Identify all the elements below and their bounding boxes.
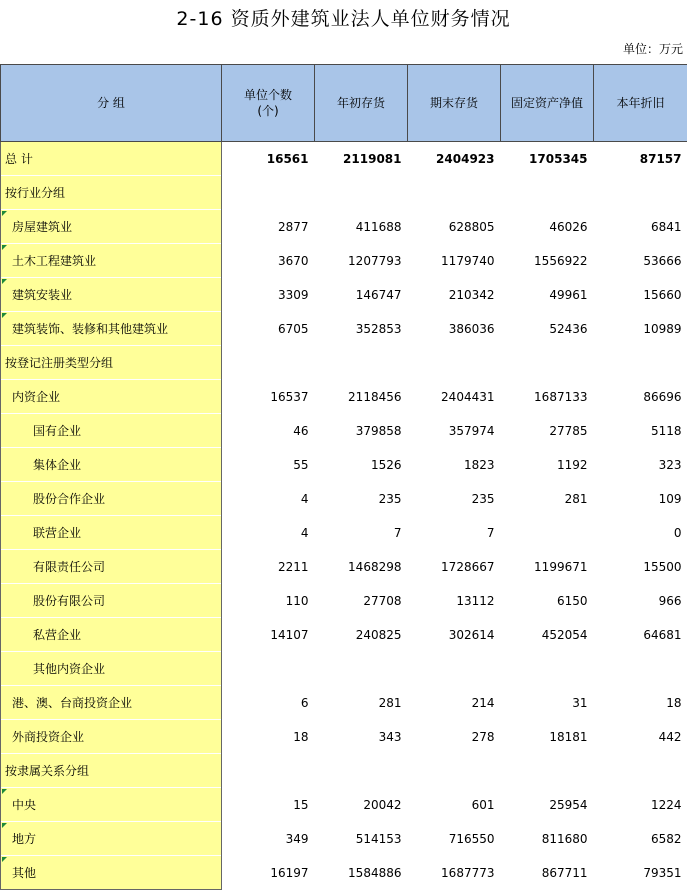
value-cell: 18 [293, 729, 309, 744]
row-label-text: 建筑安装业 [12, 288, 73, 302]
value-cell: 514153 [355, 831, 402, 846]
column-header-opening-inventory: 年初存货 [315, 65, 408, 142]
value-cell: 2211 [277, 559, 309, 574]
value-cell: 357974 [448, 423, 495, 438]
comment-marker-icon [2, 313, 7, 318]
value-cell: 1192 [556, 457, 588, 472]
row-label-text: 地方 [12, 832, 37, 846]
value-cell: 352853 [355, 321, 402, 336]
value-cell: 5118 [650, 423, 682, 438]
value-cell: 1584886 [348, 865, 402, 880]
value-cell: 1179740 [441, 253, 495, 268]
table-row [1, 788, 687, 822]
row-label [1, 210, 222, 244]
value-cell: 2877 [277, 219, 309, 234]
value-cell: 323 [658, 457, 682, 472]
value-cell: 4 [300, 491, 309, 506]
row-label [1, 652, 222, 686]
row-label [1, 618, 222, 652]
table-row [1, 550, 687, 584]
row-label-text: 中央 [12, 798, 37, 812]
value-cell: 281 [564, 491, 588, 506]
row-label [1, 856, 222, 890]
value-cell: 349 [285, 831, 309, 846]
table-row [1, 618, 687, 652]
value-cell: 16197 [270, 865, 309, 880]
value-cell: 1705345 [529, 151, 588, 166]
row-label-text: 总 计 [5, 152, 33, 166]
value-cell: 79351 [643, 865, 682, 880]
value-cell: 1823 [463, 457, 495, 472]
comment-marker-icon [2, 245, 7, 250]
table-row [1, 856, 687, 890]
value-cell [315, 754, 408, 788]
value-cell: 15660 [643, 287, 682, 302]
row-label-text: 联营企业 [33, 526, 82, 540]
finance-table [0, 64, 687, 890]
value-cell: 379858 [355, 423, 402, 438]
row-label-text: 其他 [12, 866, 37, 880]
row-label-text: 内资企业 [12, 390, 61, 404]
value-cell: 2404431 [441, 389, 495, 404]
value-cell [315, 176, 408, 210]
comment-marker-icon [2, 823, 7, 828]
value-cell: 1526 [370, 457, 402, 472]
value-cell: 811680 [541, 831, 588, 846]
total-row [1, 142, 687, 176]
value-cell: 64681 [643, 627, 682, 642]
row-label [1, 312, 222, 346]
column-header-group: 分 组 [1, 65, 222, 142]
table-row [1, 176, 687, 210]
row-label-text: 房屋建筑业 [12, 220, 73, 234]
value-cell [501, 346, 594, 380]
value-cell: 18 [666, 695, 682, 710]
value-cell [222, 652, 315, 686]
value-cell: 49961 [549, 287, 588, 302]
value-cell: 6705 [277, 321, 309, 336]
value-cell: 867711 [541, 865, 588, 880]
row-label-text: 按隶属关系分组 [5, 764, 90, 778]
value-cell [594, 176, 687, 210]
row-label [1, 448, 222, 482]
value-cell: 6841 [650, 219, 682, 234]
row-label-text: 建筑装饰、装修和其他建筑业 [12, 322, 169, 336]
value-cell: 386036 [448, 321, 495, 336]
value-cell [408, 346, 501, 380]
table-row [1, 414, 687, 448]
value-cell: 14107 [270, 627, 309, 642]
row-label-text: 按行业分组 [5, 186, 66, 200]
value-cell: 281 [378, 695, 402, 710]
value-cell: 2118456 [348, 389, 402, 404]
value-cell: 278 [471, 729, 495, 744]
table-row [1, 346, 687, 380]
value-cell: 15500 [643, 559, 682, 574]
row-label-text: 国有企业 [33, 424, 82, 438]
row-label [1, 686, 222, 720]
column-header-fixed-assets: 固定资产净值 [501, 65, 594, 142]
value-cell: 27785 [549, 423, 588, 438]
comment-marker-icon [2, 857, 7, 862]
value-cell: 15 [293, 797, 309, 812]
table-row [1, 482, 687, 516]
value-cell: 240825 [355, 627, 402, 642]
value-cell [408, 652, 501, 686]
row-label-text: 土木工程建筑业 [12, 254, 97, 268]
row-label [1, 584, 222, 618]
row-label [1, 244, 222, 278]
value-cell: 109 [658, 491, 682, 506]
value-cell [501, 754, 594, 788]
table-row [1, 312, 687, 346]
row-label-text: 其他内资企业 [33, 662, 106, 676]
value-cell: 3309 [277, 287, 309, 302]
value-cell: 7 [393, 525, 402, 540]
value-cell: 3670 [277, 253, 309, 268]
column-header-depreciation: 本年折旧 [594, 65, 687, 142]
value-cell [408, 754, 501, 788]
value-cell: 13112 [456, 593, 495, 608]
table-row [1, 244, 687, 278]
value-cell: 16537 [270, 389, 309, 404]
value-cell: 1687133 [534, 389, 588, 404]
table-row [1, 448, 687, 482]
value-cell: 110 [285, 593, 309, 608]
table-row [1, 720, 687, 754]
value-cell: 1687773 [441, 865, 495, 880]
table-row [1, 686, 687, 720]
value-cell [501, 516, 594, 550]
row-label-text: 股份合作企业 [33, 492, 106, 506]
value-cell [315, 652, 408, 686]
value-cell: 966 [658, 593, 682, 608]
value-cell: 52436 [549, 321, 588, 336]
page-title: 2-16 资质外建筑业法人单位财务情况 [176, 8, 511, 30]
value-cell: 55 [293, 457, 309, 472]
row-label-text: 股份有限公司 [33, 594, 106, 608]
value-cell: 16561 [266, 151, 309, 166]
row-label-text: 集体企业 [33, 458, 82, 472]
row-label [1, 176, 222, 210]
column-header-closing-inventory: 期末存货 [408, 65, 501, 142]
table-row [1, 652, 687, 686]
row-label [1, 142, 222, 176]
value-cell: 2119081 [343, 151, 402, 166]
row-label [1, 822, 222, 856]
value-cell: 4 [300, 525, 309, 540]
value-cell: 601 [471, 797, 495, 812]
value-cell [501, 652, 594, 686]
value-cell: 18181 [549, 729, 588, 744]
value-cell: 1207793 [348, 253, 402, 268]
value-cell: 214 [471, 695, 495, 710]
value-cell [222, 176, 315, 210]
value-cell: 20042 [363, 797, 402, 812]
row-label [1, 788, 222, 822]
comment-marker-icon [2, 279, 7, 284]
value-cell: 6582 [650, 831, 682, 846]
row-label-text: 按登记注册类型分组 [5, 356, 114, 370]
column-header-unit-count: 单位个数 (个) [222, 65, 315, 142]
value-cell: 411688 [355, 219, 402, 234]
comment-marker-icon [2, 211, 7, 216]
value-cell: 0 [673, 525, 682, 540]
value-cell: 87157 [639, 151, 682, 166]
value-cell: 442 [658, 729, 682, 744]
row-label [1, 278, 222, 312]
value-cell: 7 [486, 525, 495, 540]
value-cell: 2404923 [436, 151, 495, 166]
row-label [1, 720, 222, 754]
row-label [1, 380, 222, 414]
row-label-text: 有限责任公司 [33, 560, 106, 574]
value-cell [222, 346, 315, 380]
row-label [1, 516, 222, 550]
value-cell: 210342 [448, 287, 495, 302]
value-cell: 6 [300, 695, 309, 710]
table-row [1, 380, 687, 414]
row-label [1, 414, 222, 448]
value-cell: 46 [293, 423, 309, 438]
value-cell: 1199671 [534, 559, 588, 574]
row-label [1, 754, 222, 788]
value-cell: 343 [378, 729, 402, 744]
value-cell [222, 754, 315, 788]
row-label [1, 482, 222, 516]
row-label-text: 外商投资企业 [12, 730, 85, 744]
value-cell: 46026 [549, 219, 588, 234]
table-row [1, 516, 687, 550]
table-row [1, 754, 687, 788]
value-cell: 6150 [556, 593, 588, 608]
value-cell: 716550 [448, 831, 495, 846]
value-cell: 628805 [448, 219, 495, 234]
row-label-text: 港、澳、台商投资企业 [12, 696, 133, 710]
row-label-text: 私营企业 [33, 628, 82, 642]
value-cell: 1728667 [441, 559, 495, 574]
value-cell: 452054 [541, 627, 588, 642]
value-cell: 1224 [650, 797, 682, 812]
value-cell: 146747 [355, 287, 402, 302]
table-row [1, 584, 687, 618]
table-row [1, 210, 687, 244]
value-cell [594, 346, 687, 380]
table-row [1, 822, 687, 856]
value-cell: 302614 [448, 627, 495, 642]
table-header-row [1, 65, 687, 142]
value-cell [315, 346, 408, 380]
value-cell [501, 176, 594, 210]
value-cell: 27708 [363, 593, 402, 608]
table-row [1, 278, 687, 312]
value-cell: 10989 [643, 321, 682, 336]
value-cell [594, 754, 687, 788]
row-label [1, 346, 222, 380]
value-cell: 31 [572, 695, 588, 710]
value-cell: 1468298 [348, 559, 402, 574]
value-cell: 1556922 [534, 253, 588, 268]
unit-note: 单位：万元 [622, 42, 683, 56]
value-cell [408, 176, 501, 210]
value-cell: 235 [471, 491, 495, 506]
value-cell: 53666 [643, 253, 682, 268]
row-label [1, 550, 222, 584]
value-cell: 25954 [549, 797, 588, 812]
comment-marker-icon [2, 789, 7, 794]
value-cell: 86696 [643, 389, 682, 404]
value-cell [594, 652, 687, 686]
value-cell: 235 [378, 491, 402, 506]
